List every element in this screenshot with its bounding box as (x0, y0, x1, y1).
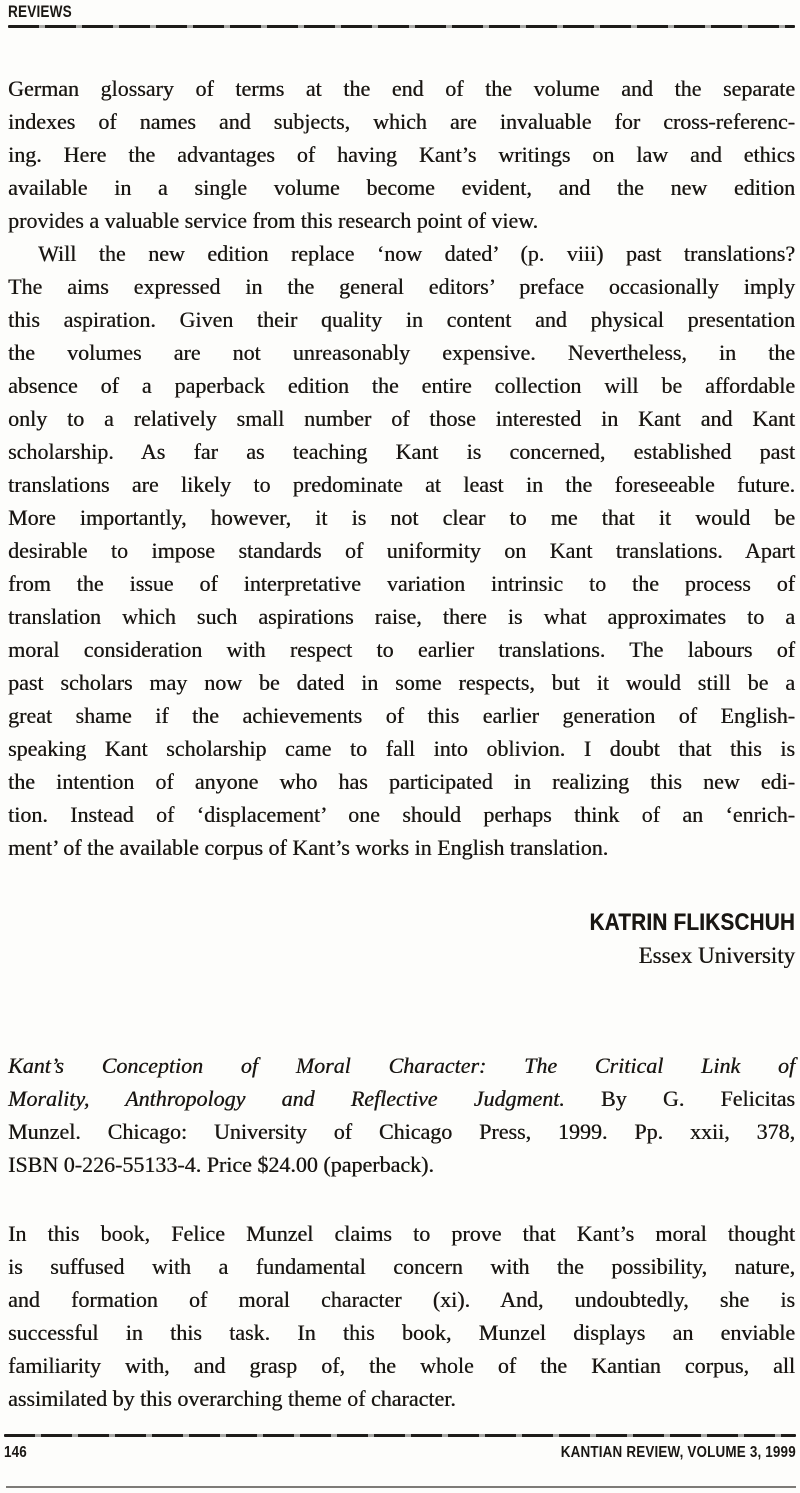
text-line: translations are likely to predominate at least in the foreseeable future. (8, 472, 795, 497)
text-line: The aims expressed in the general editors’ preface occasionally imply (8, 274, 795, 299)
text-line: familiarity with, and grasp of, the whole of the Kantian corpus, all (8, 1353, 795, 1378)
text-line: assimilated by this overarching theme of character. (8, 1386, 456, 1411)
reviewer-name: KATRIN FLIKSCHUH (589, 909, 795, 936)
page-body (8, 72, 795, 1415)
page-bottom-rule (6, 1486, 796, 1488)
book-citation (8, 1049, 795, 1181)
text-line: is suffused with a fundamental concern with the possibility, nature, (8, 1254, 795, 1279)
text-line: and formation of moral character (xi). And, undoubtedly, she is (8, 1287, 795, 1312)
text-line: indexes of names and subjects, which are invaluable for cross-referenc- (8, 109, 795, 134)
text-line: great shame if the achievements of this earlier generation of English- (8, 703, 795, 728)
footer-row (4, 1444, 796, 1462)
text-line: ing. Here the advantages of having Kant’s writings on law and ethics (8, 142, 795, 167)
footer-rule (4, 1434, 796, 1437)
text-line: ISBN 0-226-55133-4. Price $24.00 (paperback). (8, 1152, 434, 1177)
text-line: tion. Instead of ‘displacement’ one should perhaps think of an ‘enrich- (8, 802, 795, 827)
text-line: successful in this task. In this book, Munzel displays an enviable (8, 1320, 795, 1345)
text-line: desirable to impose standards of uniformity on Kant translations. Apart (8, 538, 795, 563)
text-line: past scholars may now be dated in some respects, but it would still be a (8, 670, 795, 695)
text-line: from the issue of interpretative variation intrinsic to the process of (8, 571, 795, 596)
reviewer-name-row (8, 906, 795, 939)
running-head-title: REVIEWS (8, 2, 72, 21)
text-line: In this book, Felice Munzel claims to prove that Kant’s moral thought (8, 1221, 795, 1246)
header-rule (8, 25, 795, 28)
journal-volume-label: KANTIAN REVIEW, VOLUME 3, 1999 (560, 1444, 796, 1461)
text-line: only to a relatively small number of those interested in Kant and Kant (8, 406, 795, 431)
reviewer-signature (8, 906, 795, 973)
text-line: the volumes are not unreasonably expensive. Nevertheless, in the (8, 340, 795, 365)
text-line: ment’ of the available corpus of Kant’s works in English translation. (8, 835, 609, 860)
page-footer (4, 1431, 796, 1493)
page-number: 146 (4, 1444, 27, 1461)
review-paragraph (8, 237, 795, 864)
text-line: moral consideration with respect to earlier translations. The labours of (8, 637, 795, 662)
reviewer-affiliation: Essex University (638, 943, 795, 968)
text-line: German glossary of terms at the end of the volume and the separate (8, 76, 795, 101)
text-line: this aspiration. Given their quality in content and physical presentation (8, 307, 795, 332)
review-paragraph-continuation (8, 72, 795, 237)
text-line: the intention of anyone who has participated in realizing this new edi- (8, 769, 795, 794)
text-line: translation which such aspirations raise, there is what approximates to a (8, 604, 795, 629)
text-line: Will the new edition replace ‘now dated’ (p. viii) past translations? (38, 241, 795, 266)
text-line: absence of a paperback edition the entire collection will be affordable (8, 373, 795, 398)
text-line: provides a valuable service from this research point of view. (8, 208, 539, 233)
text-line: available in a single volume become evident, and the new edition (8, 175, 795, 200)
text-line: speaking Kant scholarship came to fall into oblivion. I doubt that this is (8, 736, 795, 761)
page-header (8, 1, 795, 28)
text-line: Kant’s Conception of Moral Character: The Critical Link of (8, 1053, 795, 1078)
text-line: scholarship. As far as teaching Kant is concerned, established past (8, 439, 795, 464)
text-line: Morality, Anthropology and Reflective Judgment. By G. Felicitas (8, 1086, 795, 1111)
review-paragraph (8, 1217, 795, 1415)
text-line: More importantly, however, it is not clear to me that it would be (8, 505, 795, 530)
text-line: Munzel. Chicago: University of Chicago Press, 1999. Pp. xxii, 378, (8, 1119, 795, 1144)
